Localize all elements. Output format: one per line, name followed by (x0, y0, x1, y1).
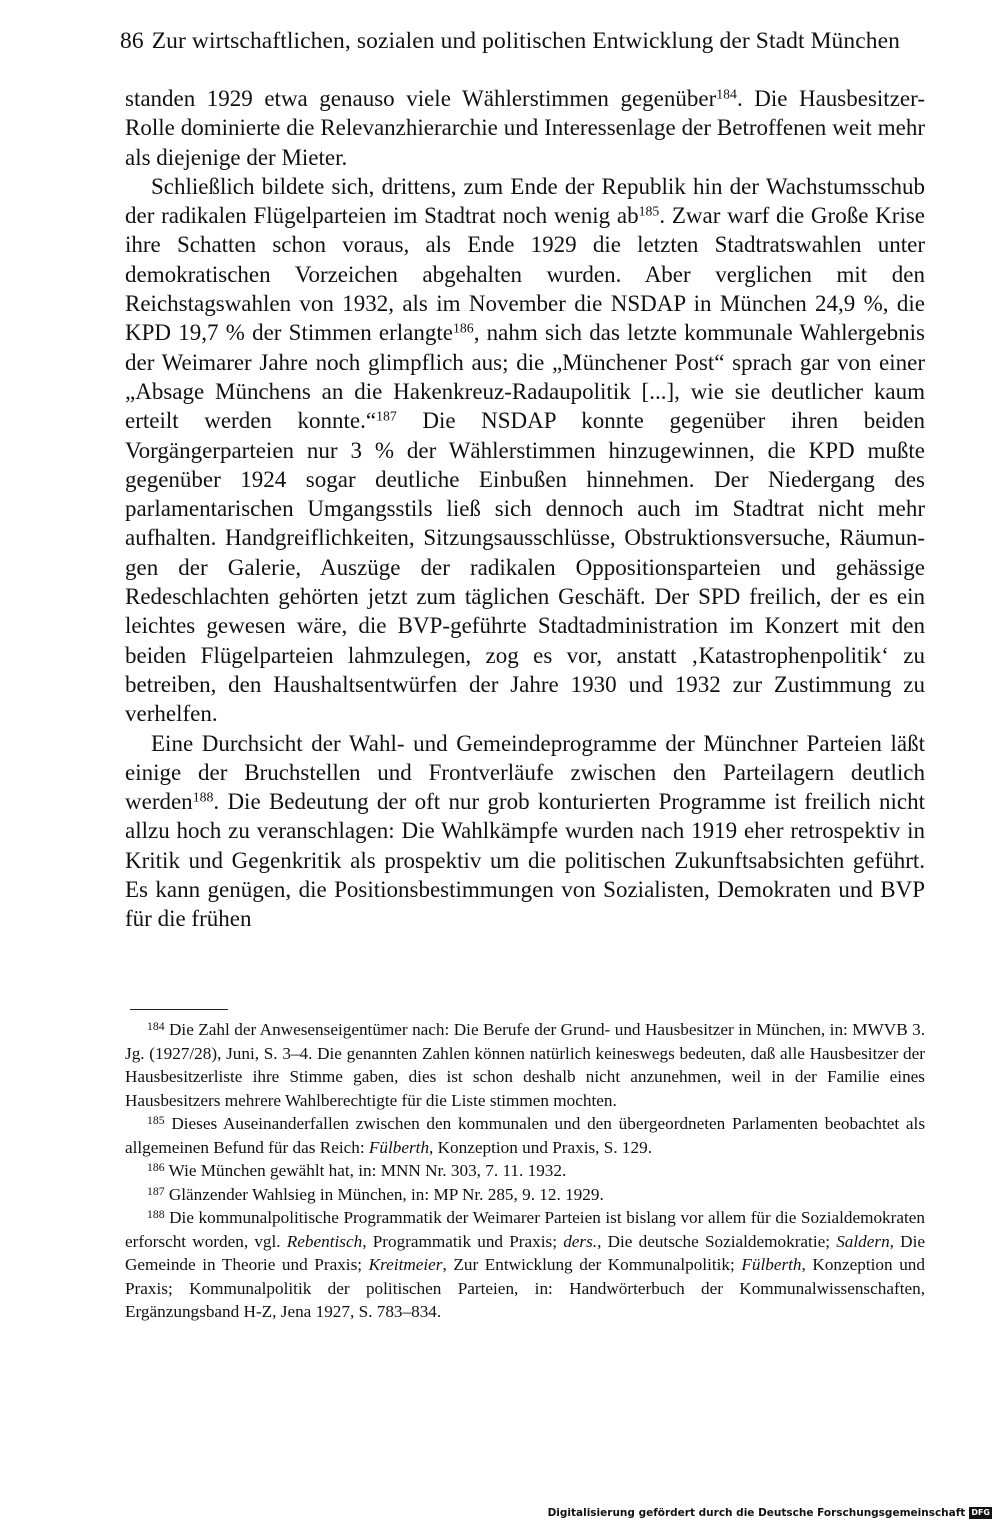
footnote-188 (125, 1206, 925, 1324)
digitization-credit (548, 1507, 992, 1519)
author-name: Fülberth (368, 1137, 430, 1157)
footnotes (125, 1018, 925, 1324)
paragraph-3 (125, 729, 925, 934)
author-name: Rebentisch (286, 1231, 363, 1251)
footnote-text: Wie München gewählt hat, in: MNN Nr. 303, 7. 11. 1932. (168, 1161, 567, 1180)
author-name: Fülberth (741, 1255, 802, 1274)
footnote-ref-188: 188 (192, 789, 214, 805)
footnote-number: 186 (147, 1160, 165, 1174)
dfg-logo-icon: DFG (971, 1508, 990, 1517)
footnote-ref-184: 184 (716, 86, 737, 102)
footnote-text: Glänzender Wahlsieg in München, in: MP Nr. 285, 9. 12. 1929. (168, 1184, 604, 1204)
text-run: Die NSDAP konnte gegenüber ihren beiden Vorgängerparteien nur 3 % der Wählerstimmen hinzugewinnen, die KPD mußte gegenüber 1924 sogar deutliche Einbußen hinnehmen. Der Niedergang des parlamentarischen Umgangsstils ließ sich dennoch auch im Stadtrat nicht mehr aufhalten. Handgreiflichkeiten, Sitzungsausschlüsse, Obstruktionsversuche, Räumungen der Galerie, Auszüge der radikalen Oppositionsparteien und gehässige Redeschlachten gehörten jetzt zum täglichen Geschäft. Der SPD freilich, der es ein leichtes gewesen wäre, die BVP-geführte Stadtadministration im Konzert mit den beiden Flügelparteien lahmzulegen, zog es vor, anstatt ‚Katastrophenpolitik‘ zu betreiben, den Haushaltsentwürfen der Jahre 1930 und 1932 zur Zustimmung zu verhelfen. (125, 408, 925, 727)
footnote-ref-185: 185 (638, 203, 660, 219)
footnote-separator (130, 1009, 228, 1010)
footnote-number: 184 (147, 1019, 165, 1033)
footnote-184 (125, 1018, 925, 1112)
footnote-text: , Programmatik und Praxis; (362, 1231, 564, 1251)
footnote-text: Die kommunalpolitische Programmatik der Weimarer Parteien ist bislang vor allem für die Sozialdemokraten erforscht worden, vgl. (125, 1208, 926, 1251)
text-run: . Die Hausbesitzer-Rolle dominierte die Relevanzhierarchie und Interessenlage der Betroffenen weit mehr als diejenige der Mieter. (125, 86, 925, 170)
footnote-number: 185 (147, 1113, 165, 1127)
text-run: . Zwar warf die Große Krise ihre Schatten schon voraus, als Ende 1929 die letzten Stadtratswahlen unter demokratischen Vorzeichen abgehalten wurden. Aber verglichen mit den Reichstagswahlen von 1932, als im November die NSDAP in München 24,9 %, die KPD 19,7 % der Stimmen erlangte (125, 203, 925, 346)
footnote-text: Dieses Auseinanderfallen zwischen den kommunalen und den übergeordneten Parlamenten beobachtet als allgemeinen Befund für das Reich: (125, 1114, 926, 1157)
author-name: Kreitmeier (368, 1255, 443, 1274)
footnote-187 (125, 1183, 925, 1207)
footnote-ref-186: 186 (453, 320, 474, 336)
author-name: ders. (563, 1231, 598, 1251)
page-number: 86 (120, 28, 144, 54)
footnote-186 (125, 1159, 925, 1183)
author-name: Saldern (836, 1231, 890, 1251)
text-run: . Die Bedeutung der oft nur grob konturierten Programme ist freilich nicht allzu hoch zu veranschlagen: Die Wahlkämpfe wurden nach 1919 eher retrospektiv in Kritik und Gegenkritik als prospektiv um die politischen Zukunftsabsichten geführt. Es kann genügen, die Positionsbestimmungen von Sozialisten, Demokraten und BVP für die frühen (125, 789, 925, 932)
paragraph-1 (125, 84, 925, 172)
running-header (120, 28, 925, 55)
footnote-185 (125, 1112, 925, 1159)
text-run: Eine Durchsicht der Wahl- und Gemeindeprogramme der Münchner Parteien läßt einige der Bruchstellen und Frontverläufe zwischen den Parteilagern deutlich werden (125, 730, 925, 815)
footnote-text: , Zur Entwicklung der Kommunalpolitik; (442, 1255, 742, 1274)
text-run: , nahm sich das letzte kommunale Wahlergebnis der Weimarer Jahre noch glimpflich aus; die „Münchener Post“ sprach gar von einer „Absage Münchens an die Hakenkreuz-Radaupolitik [...], wie sie deutlicher kaum erteilt werden konnte.“ (125, 320, 925, 434)
text-run: standen 1929 etwa genauso viele Wählerstimmen gegenüber (125, 86, 717, 111)
footnote-text: , Die Gemeinde in Theorie und Praxis; (125, 1231, 925, 1274)
footnote-text: , Die deutsche Sozialdemokratie; (597, 1231, 837, 1251)
footnote-text: , Konzeption und Praxis; Kommunalpolitik der politischen Parteien, in: Handwörterbuch der Kommunalwissenschaften, Ergänzungsband H-Z, Jena 1927, S. 783–834. (125, 1255, 925, 1321)
running-title: Zur wirtschaftlichen, sozialen und politischen Entwicklung der Stadt München (151, 28, 901, 54)
footnote-number: 187 (147, 1184, 165, 1198)
main-text (125, 84, 925, 934)
paragraph-2 (125, 172, 925, 729)
footnote-ref-187: 187 (376, 408, 397, 424)
footnote-text: Die Zahl der Anwesenseigentümer nach: Die Berufe der Grund- und Hausbesitzer in München, in: MWVB 3. Jg. (1927/28), Juni, S. 3–4. Die genannten Zahlen können natürlich keineswegs bedeuten, daß alle Hausbesitzer der Hausbesitzerliste ihre Stimme gaben, dies ist schon deshalb nicht anzunehmen, weil in der Familie eines Hausbesitzers mehrere Wahlberechtigte für die Liste stimmen mochten. (125, 1020, 926, 1110)
credit-text: Digitalisierung gefördert durch die Deutsche Forschungsgemeinschaft (547, 1507, 966, 1519)
text-run: Schließlich bildete sich, drittens, zum Ende der Republik hin der Wachstumsschub der radikalen Flügelparteien im Stadtrat noch wenig ab (125, 173, 925, 229)
footnote-text: , Konzeption und Praxis, S. 129. (429, 1137, 652, 1157)
footnote-number: 188 (147, 1207, 165, 1221)
